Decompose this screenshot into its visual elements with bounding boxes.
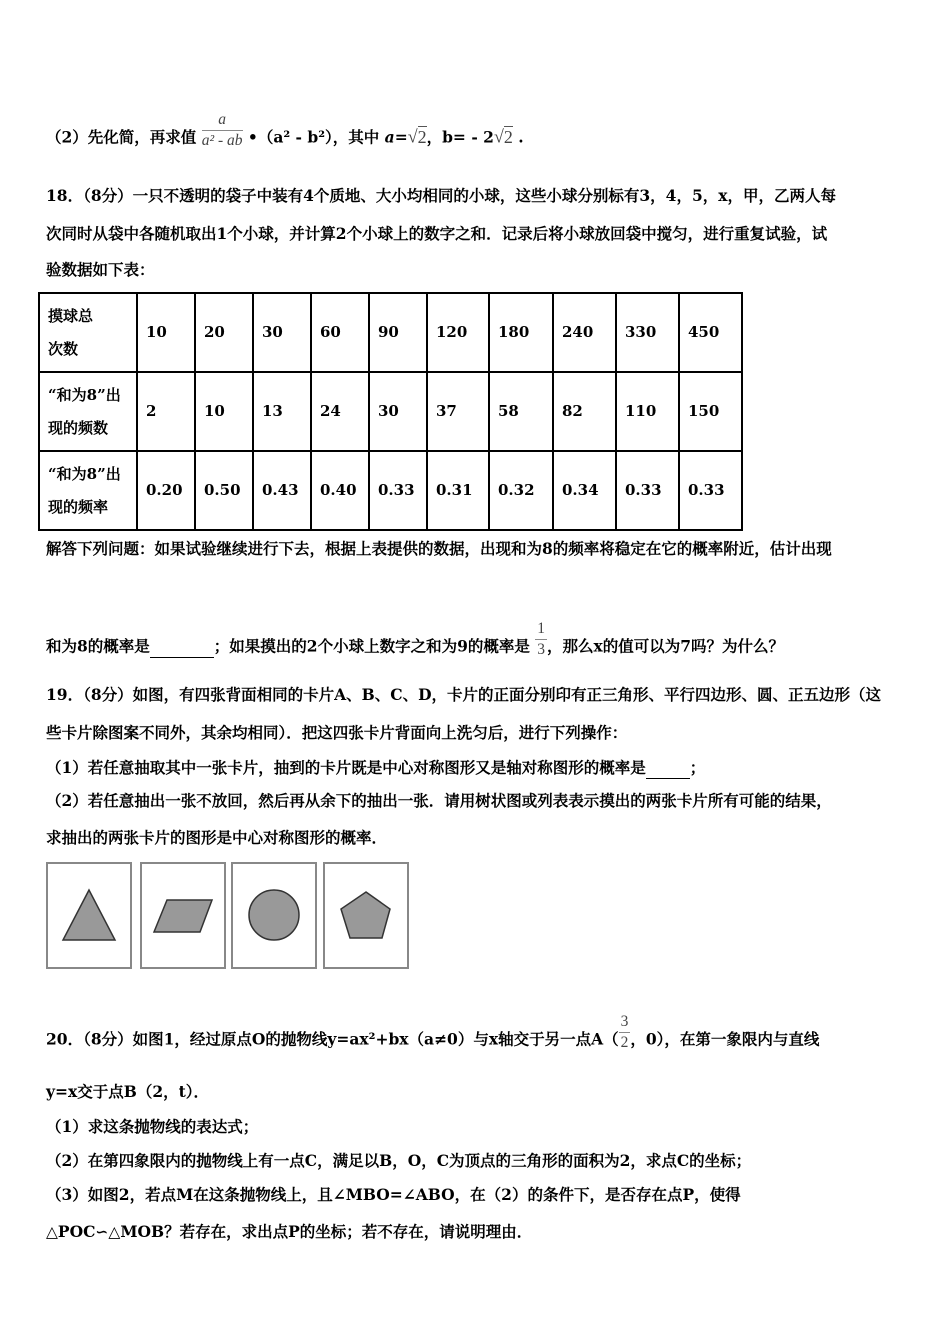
q18-question: [46, 620, 785, 668]
fraction: [535, 619, 547, 660]
sqrt: √2: [407, 126, 427, 147]
table-cell: 110: [616, 372, 679, 451]
table-cell: 90: [369, 293, 427, 372]
table-cell: 0.20: [137, 451, 195, 530]
sqrt: √2: [493, 126, 513, 147]
table-cell: 150: [679, 372, 742, 451]
row-header-text: “和为8”出: [48, 385, 121, 404]
answer-blank[interactable]: [150, 637, 214, 658]
q20-line: △POC∽△MOB？若存在，求出点P的坐标；若不存在，请说明理由．: [46, 1222, 533, 1241]
table-cell: 330: [616, 293, 679, 372]
q18-line: 18．（8分）一只不透明的袋子中装有4个质地、大小均相同的小球，这些小球分别标有3，4，5，x，甲，乙两人每: [46, 186, 836, 205]
table-cell: 10: [195, 372, 253, 451]
q19-line: （2）若任意抽出一张不放回，然后再从余下的抽出一张．请用树状图或列表表示摸出的两张卡片所有可能的结果，: [46, 791, 832, 810]
radicand: 2: [417, 126, 427, 147]
row-header: [39, 451, 137, 530]
q17-part2: [46, 111, 524, 159]
table-cell: 0.40: [311, 451, 369, 530]
q18-text: 和为8的概率是: [46, 636, 150, 656]
fraction: [619, 1012, 631, 1053]
q17-text: •（a² - b²），其中: [247, 127, 380, 147]
triangle-icon: [48, 864, 130, 967]
q19-text: （1）若任意抽取其中一张卡片，抽到的卡片既是中心对称图形又是轴对称图形的概率是: [46, 758, 646, 777]
table-cell: 30: [253, 293, 311, 372]
circle-icon: [233, 864, 315, 967]
period: .: [518, 127, 524, 147]
table-cell: 0.34: [553, 451, 616, 530]
table-cell: 0.32: [489, 451, 553, 530]
q20-line: y=x交于点B（2，t）．: [46, 1082, 210, 1101]
experiment-table: [38, 292, 743, 531]
table-cell: 0.33: [369, 451, 427, 530]
row-header-text: 现的频率: [48, 497, 109, 516]
table-cell: 0.31: [427, 451, 489, 530]
table-cell: 120: [427, 293, 489, 372]
row-header-text: “和为8”出: [48, 464, 121, 483]
table-cell: 24: [311, 372, 369, 451]
table-cell: 60: [311, 293, 369, 372]
table-row: [39, 293, 742, 372]
numerator: 3: [619, 1012, 631, 1033]
q20-line: （1）求这条抛物线的表达式；: [46, 1117, 259, 1136]
table-cell: 180: [489, 293, 553, 372]
q20-text: ，0），在第一象限内与直线: [630, 1029, 820, 1049]
row-header-text: 次数: [48, 339, 79, 358]
table-row: [39, 372, 742, 451]
table-cell: 0.33: [616, 451, 679, 530]
radicand: 2: [503, 126, 513, 147]
denominator: 2: [620, 1034, 629, 1051]
table-cell: 2: [137, 372, 195, 451]
table-cell: 37: [427, 372, 489, 451]
table-cell: 0.33: [679, 451, 742, 530]
table-cell: 13: [253, 372, 311, 451]
card-circle: [231, 862, 317, 969]
row-header: [39, 293, 137, 372]
q20-line: （3）如图2，若点M在这条抛物线上，且∠MBO=∠ABO，在（2）的条件下，是否存在点P，使得: [46, 1185, 741, 1204]
table-cell: 82: [553, 372, 616, 451]
table-cell: 0.43: [253, 451, 311, 530]
q18-line: 验数据如下表：: [46, 260, 155, 279]
row-header-text: 摸球总: [48, 306, 94, 325]
numerator: 1: [535, 619, 547, 640]
q19-line: 19．（8分）如图，有四张背面相同的卡片A、B、C、D，卡片的正面分别印有正三角形、平行四边形、圆、正五边形（这: [46, 685, 882, 704]
q18-line: 次同时从袋中各随机取出1个小球，并计算2个小球上的数字之和．记录后将小球放回袋中搅匀，进行重复试验，试: [46, 224, 828, 243]
row-header: [39, 372, 137, 451]
table-cell: 58: [489, 372, 553, 451]
numerator: a: [202, 110, 243, 131]
answer-blank[interactable]: [646, 758, 690, 779]
table-cell: 20: [195, 293, 253, 372]
q18-text: ；如果摸出的2个小球上数字之和为9的概率是: [213, 636, 530, 656]
table-row: [39, 451, 742, 530]
table-cell: 30: [369, 372, 427, 451]
table-cell: 0.50: [195, 451, 253, 530]
q19-line: 求抽出的两张卡片的图形是中心对称图形的概率．: [46, 828, 388, 847]
row-header-text: 现的频数: [48, 418, 109, 437]
parallelogram-icon: [142, 864, 224, 967]
fraction: [202, 110, 243, 151]
q20-line1: [46, 1013, 820, 1061]
b-eq: ，b= - 2: [426, 127, 494, 147]
q19-line: [46, 758, 705, 779]
denominator: 3: [537, 641, 546, 658]
q19-line: 些卡片除图案不同外，其余均相同）．把这四张卡片背面向上洗匀后，进行下列操作：: [46, 723, 628, 742]
a-eq: a=: [384, 127, 408, 147]
q20-line: （2）在第四象限内的抛物线上有一点C，满足以B，O，C为顶点的三角形的面积为2，求点C的坐标；: [46, 1151, 752, 1170]
q19-text: ；: [689, 758, 706, 777]
pentagon-icon: [325, 864, 407, 967]
card-pentagon: [323, 862, 409, 969]
q20-text: 20．（8分）如图1，经过原点O的抛物线y=ax²+bx（a≠0）与x轴交于另一点A（: [46, 1029, 619, 1049]
denominator: a² - ab: [201, 132, 243, 149]
card-parallelogram: [140, 862, 226, 969]
q18-text: ，那么x的值可以为7吗？为什么？: [547, 636, 785, 656]
table-cell: 240: [553, 293, 616, 372]
card-triangle: [46, 862, 132, 969]
q18-line: 解答下列问题：如果试验继续进行下去，根据上表提供的数据，出现和为8的频率将稳定在它的概率附近，估计出现: [46, 539, 832, 558]
table-cell: 450: [679, 293, 742, 372]
table-cell: 10: [137, 293, 195, 372]
q17-text: （2）先化简，再求值: [46, 127, 197, 147]
